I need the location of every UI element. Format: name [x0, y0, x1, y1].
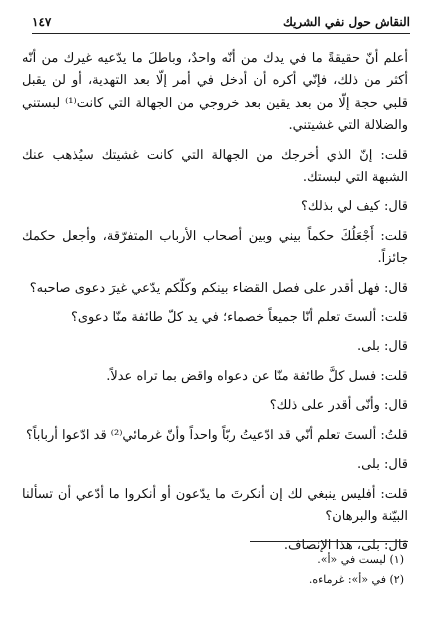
running-title: النقاش حول نفي الشريك — [282, 15, 410, 29]
footnotes — [22, 550, 404, 590]
page-number: ١٤٧ — [32, 15, 52, 29]
paragraph: قال: بلى، هذا الإنصاف. — [283, 538, 408, 554]
paragraph: قال: فهل أقدر على فصل القضاء بينكم وكلّكم يدّعي غيرَ دعوى صاحبه؟ — [29, 280, 408, 296]
paragraph: قلت: أَجْعَلُكَ حكماً بيني وبين أصحاب الأرباب المتفرّقة، وأجعل حكمك جائزاً. — [22, 228, 408, 267]
paragraph: قال: وأنّى أقدر على ذلك؟ — [269, 398, 408, 414]
paragraph: أعلم أنّ حقيقةً ما في يدك من أنّه واحدٌ، وباطلَ ما يدّعيه غيرك من أنّه أكثر من ذلك، فإنّي أكره أن أدخل في أمر إلّا بعد التهدية، أو لن يقبل قلبي حجة إلّا من بعد يقين بعد خروجي من الجهالة التي كانت⁽¹⁾ لبستني والضلالة التي غشيتني. — [22, 51, 408, 134]
footnote-divider — [250, 541, 408, 542]
paragraph: قلت: ألستَ تعلم أنّا جميعاً خصماء؛ في يد كلّ طائفة منّا دعوى؟ — [70, 310, 408, 326]
footnote-1: (١) ليست في «أ». — [317, 553, 404, 566]
paragraph: قلتُ: ألستَ تعلم أنّي قد ادّعيتُ ربّاً واحداً وأنّ غرمائي⁽²⁾ قد ادّعوا أرباباً؟ — [25, 427, 408, 443]
paragraph: قال: بلى. — [356, 339, 408, 355]
main-text — [22, 48, 408, 565]
paragraph: قال: كيف لي بذلك؟ — [300, 199, 408, 215]
paragraph: قلت: إنّ الذي أخرجك من الجهالة التي كانت غشيتك سيُذهب عنك الشبهة التي لبستك. — [22, 147, 408, 186]
page-header — [32, 11, 410, 34]
paragraph: قلت: فسل كلَّ طائفة منّا عن دعواه واقض بما تراه عدلاً. — [106, 368, 408, 384]
paragraph: قلت: أفليس ينبغي لك إن أنكرتَ ما يدّعون أو أنكروا ما أدّعي أن تسألنا البيّنة والبرهان؟ — [22, 486, 408, 524]
paragraph: قال: بلى. — [356, 457, 408, 473]
footnote-2: (٢) في «أ»: غرماءه. — [308, 573, 404, 586]
